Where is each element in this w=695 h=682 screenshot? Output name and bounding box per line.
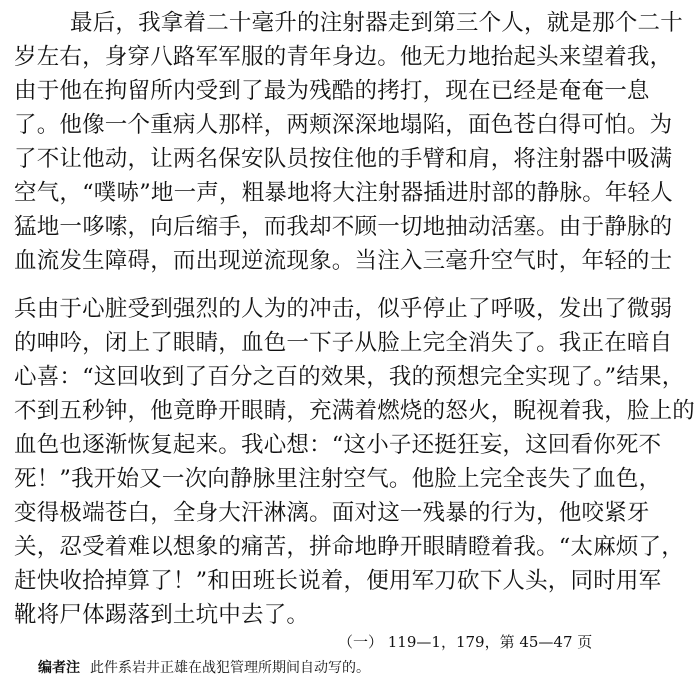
source-citation: （一） 119—1，179，第 45—47 页 <box>338 633 593 651</box>
text-line: 猛地一哆嗦，向后缩手，而我却不顾一切地抽动活塞。由于静脉的 <box>14 214 673 240</box>
editor-note-text: 此件系岩井正雄在战犯管理所期间自动写的。 <box>90 660 370 676</box>
editor-note <box>38 658 370 678</box>
editor-note-label: 编者注 <box>38 660 80 676</box>
text-line: 了不让他动，让两名保安队员按住他的手臂和肩，将注射器中吸满 <box>14 146 673 172</box>
text-line: 赶快收拾掉算了！”和田班长说着，便用军刀砍下人头，同时用军 <box>14 568 662 594</box>
text-line: 血流发生障碍，而出现逆流现象。当注入三毫升空气时，年轻的士 <box>14 248 673 274</box>
text-line: 兵由于心脏受到强烈的人为的冲击，似乎停止了呼吸，发出了微弱 <box>14 296 673 322</box>
text-line: 不到五秒钟，他竟睁开眼睛，充满着燃烧的怒火，睨视着我，脸上的 <box>14 398 695 424</box>
text-line: 关，忍受着难以想象的痛苦，拼命地睁开眼睛瞪着我。“太麻烦了， <box>14 534 685 560</box>
text-line: 的呻吟，闭上了眼睛，血色一下子从脸上完全消失了。我正在暗自 <box>14 330 673 356</box>
text-line: 死！”我开始又一次向静脉里注射空气。他脸上完全丧失了血色， <box>14 466 662 492</box>
text-line: 心喜：“这回收到了百分之百的效果，我的预想完全实现了。”结果， <box>14 364 685 390</box>
text-line: 变得极端苍白，全身大汗淋漓。面对这一残暴的行为，他咬紧牙 <box>14 500 650 526</box>
text-line: 空气，“噗哧”地一声，粗暴地将大注射器插进肘部的静脉。年轻人 <box>14 180 674 206</box>
text-line: 了。他像一个重病人那样，两颊深深地塌陷，面色苍白得可怕。为 <box>14 112 673 138</box>
text-line: 靴将尸体踢落到土坑中去了。 <box>14 602 310 628</box>
text-line: 血色也逐渐恢复起来。我心想：“这小子还挺狂妄，这回看你死不 <box>14 432 662 458</box>
text-line: 岁左右，身穿八路军军服的青年身边。他无力地抬起头来望着我， <box>14 44 673 70</box>
text-line: 由于他在拘留所内受到了最为残酷的拷打，现在已经是奄奄一息 <box>14 78 650 104</box>
text-line: 最后，我拿着二十毫升的注射器走到第三个人，就是那个二十 <box>70 10 683 36</box>
